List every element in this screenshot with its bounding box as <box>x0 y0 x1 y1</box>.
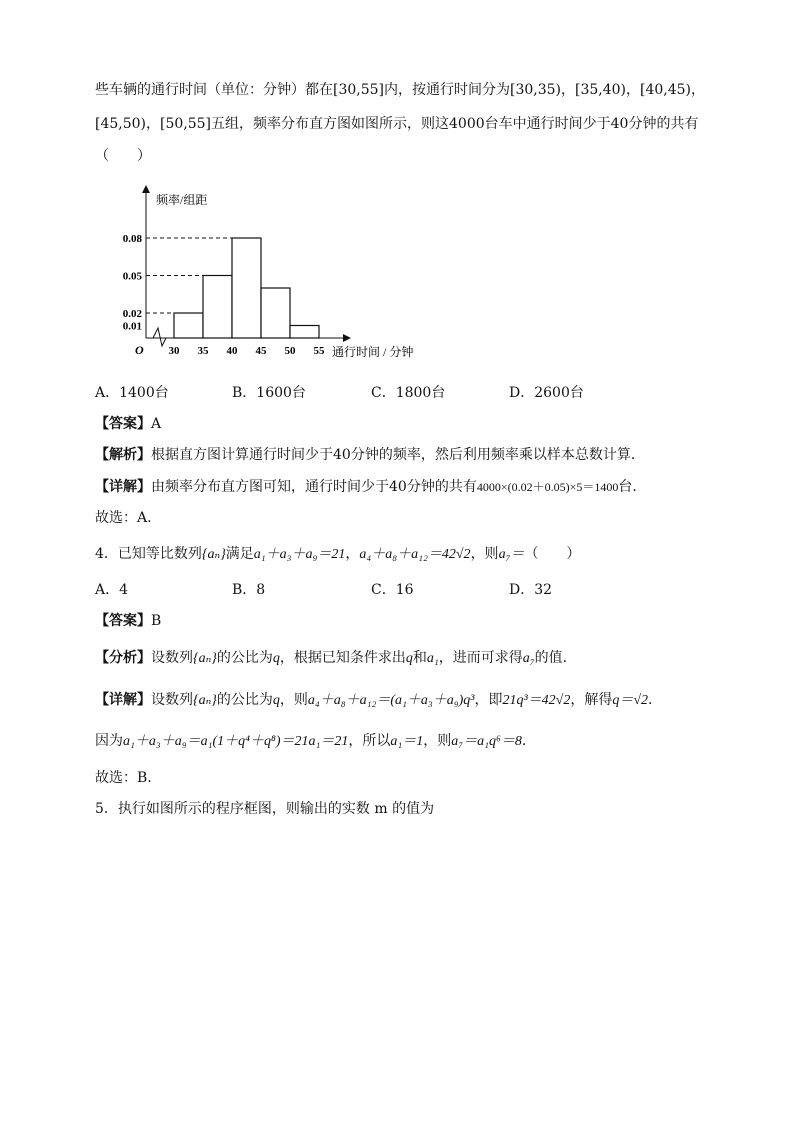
histogram-bar-[35,40) <box>203 276 232 339</box>
q4-answer: B <box>151 613 162 629</box>
q4-analysis-line <box>95 648 567 669</box>
histogram-bar-[40,45) <box>232 238 261 338</box>
q4-detail-formula-2: 21q³＝42√2 <box>502 693 571 708</box>
answer-tag: 【答案】 <box>95 613 151 629</box>
q4-stem-sep: ， <box>345 546 360 562</box>
q4-choice: 故选：B. <box>95 770 152 786</box>
q4-analysis-a1: a₁ <box>426 651 439 666</box>
q4-detail-line-2 <box>95 731 526 752</box>
q4-stem <box>95 544 580 565</box>
q4-detail-a: 设数列 <box>151 692 193 708</box>
q4-detail-e: ，解得 <box>570 692 613 708</box>
detail-tag: 【详解】 <box>95 692 151 708</box>
q4-detail-formula-3: q＝√2 <box>612 693 649 708</box>
q4-analysis-seq: {aₙ} <box>193 651 217 666</box>
axis-break-mark <box>153 328 166 346</box>
q4-stem-paren: （ ） <box>524 546 581 562</box>
q3-detail-end: 台. <box>618 479 637 495</box>
q3-stem-line3: （ ） <box>95 148 151 164</box>
x-tick-label: 45 <box>255 345 267 357</box>
y-axis-title: 频率/组距 <box>156 193 208 207</box>
q4-detail-b: 的公比为 <box>216 692 273 708</box>
x-tick-label: 35 <box>197 345 209 357</box>
q4-detail-d: ，即 <box>474 692 503 708</box>
q3-analysis: 根据直方图计算通行时间少于40分钟的频率，然后利用频率乘以样本总数计算. <box>151 447 636 463</box>
q4-option-a: A．4 <box>95 582 129 598</box>
y-tick-label: 0.01 <box>122 320 142 333</box>
q3-stem-line1: 些车辆的通行时间（单位：分钟）都在[30,55]内，按通行时间分为[30,35)，[35,40)，[40,45)， <box>95 82 706 98</box>
q4-detail-q: q <box>272 693 280 708</box>
frequency-histogram <box>122 182 428 364</box>
q4-detail-formula-1: a₄＋a₈＋a₁₂＝(a₁＋a₃＋a₉)q³ <box>307 693 475 708</box>
q4-answer-line <box>95 611 161 631</box>
q3-detail-text: 由频率分布直方图可知，通行时间少于40分钟的共有 <box>151 479 477 495</box>
x-axis-title: 通行时间 / 分钟 <box>332 345 414 359</box>
q3-option-b: B．1600台 <box>232 385 306 401</box>
q3-answer-line <box>95 414 161 434</box>
answer-tag: 【答案】 <box>95 416 151 432</box>
q3-detail-line <box>95 477 637 497</box>
q3-stem-line2: [45,50)，[50,55]五组，频率分布直方图如图所示，则这4000台车中通行时间少于40分钟的共有 <box>95 116 699 132</box>
q4-stem-target: a₇＝ <box>498 547 525 562</box>
q4-analysis-e: ，进而可求得 <box>438 650 523 666</box>
q4-analysis-d: 和 <box>412 650 427 666</box>
x-tick-label: 55 <box>313 345 325 357</box>
q4-detail-seq: {aₙ} <box>193 693 217 708</box>
q4-analysis-a7: a₇ <box>522 651 535 666</box>
q4-stem-prefix: 4．已知等比数列 <box>95 546 202 562</box>
q4-option-c: C．16 <box>371 582 414 598</box>
q4-analysis-q2: q <box>405 651 413 666</box>
y-tick-label: 0.02 <box>122 308 142 320</box>
q3-option-a: A．1400台 <box>95 385 169 401</box>
q5-stem: 5．执行如图所示的程序框图，则输出的实数 m 的值为 <box>95 801 435 817</box>
q4-analysis-f: 的值. <box>534 650 568 666</box>
q4-stem-tail: ，则 <box>470 546 499 562</box>
x-tick-label: 30 <box>168 345 180 357</box>
detail-tag: 【详解】 <box>95 479 151 495</box>
histogram-bar-[50,55] <box>290 326 319 339</box>
q4-stem-seq: {aₙ} <box>201 547 226 562</box>
q3-option-c: C．1800台 <box>371 385 446 401</box>
q4-stem-cond1: a₁＋a₃＋a₉＝21 <box>253 547 346 562</box>
histogram-bar-[45,50) <box>261 288 290 338</box>
x-tick-label: 50 <box>284 345 296 357</box>
q4-detail-line <box>95 690 653 711</box>
q4-line2-a: 因为 <box>95 733 123 749</box>
q4-analysis-b: 的公比为 <box>216 650 273 666</box>
analysis-tag: 【分析】 <box>95 650 151 666</box>
x-tick-label: 40 <box>226 345 238 357</box>
y-tick-label: 0.08 <box>122 233 142 245</box>
q4-analysis-c: ，根据已知条件求出 <box>279 650 406 666</box>
histogram-bar-[30,35) <box>174 313 203 338</box>
q4-line2-b: ，所以 <box>348 733 391 749</box>
q4-stem-cond2: a₄＋a₈＋a₁₂＝42√2 <box>359 547 471 562</box>
origin-label: O <box>135 343 144 357</box>
analysis-tag: 【解析】 <box>95 447 151 463</box>
q4-line2-formula-1: a₁＋a₃＋a₉＝a₁(1＋q⁴＋q⁸)＝21a₁＝21 <box>123 734 349 749</box>
q4-detail-c: ，则 <box>279 692 308 708</box>
q3-analysis-line <box>95 445 635 465</box>
q4-line2-formula-2: a₁＝1 <box>390 734 424 749</box>
q3-option-d: D．2600台 <box>509 385 584 401</box>
y-tick-label: 0.05 <box>122 270 142 283</box>
q4-analysis-a: 设数列 <box>151 650 193 666</box>
q4-line2-end: . <box>521 733 527 749</box>
q4-line2-formula-3: a₇＝a₁q⁶＝8 <box>451 734 522 749</box>
q4-analysis-q: q <box>272 651 280 666</box>
q3-answer: A <box>151 416 162 432</box>
q4-stem-mid: 满足 <box>225 546 254 562</box>
q4-detail-end: . <box>648 692 653 708</box>
q4-option-b: B．8 <box>232 582 266 598</box>
q3-detail-formula: 4000×(0.02＋0.05)×5＝1400 <box>476 480 619 494</box>
q4-line2-c: ，则 <box>423 733 452 749</box>
q3-choice: 故选：A. <box>95 510 152 526</box>
q4-option-d: D．32 <box>509 582 553 598</box>
